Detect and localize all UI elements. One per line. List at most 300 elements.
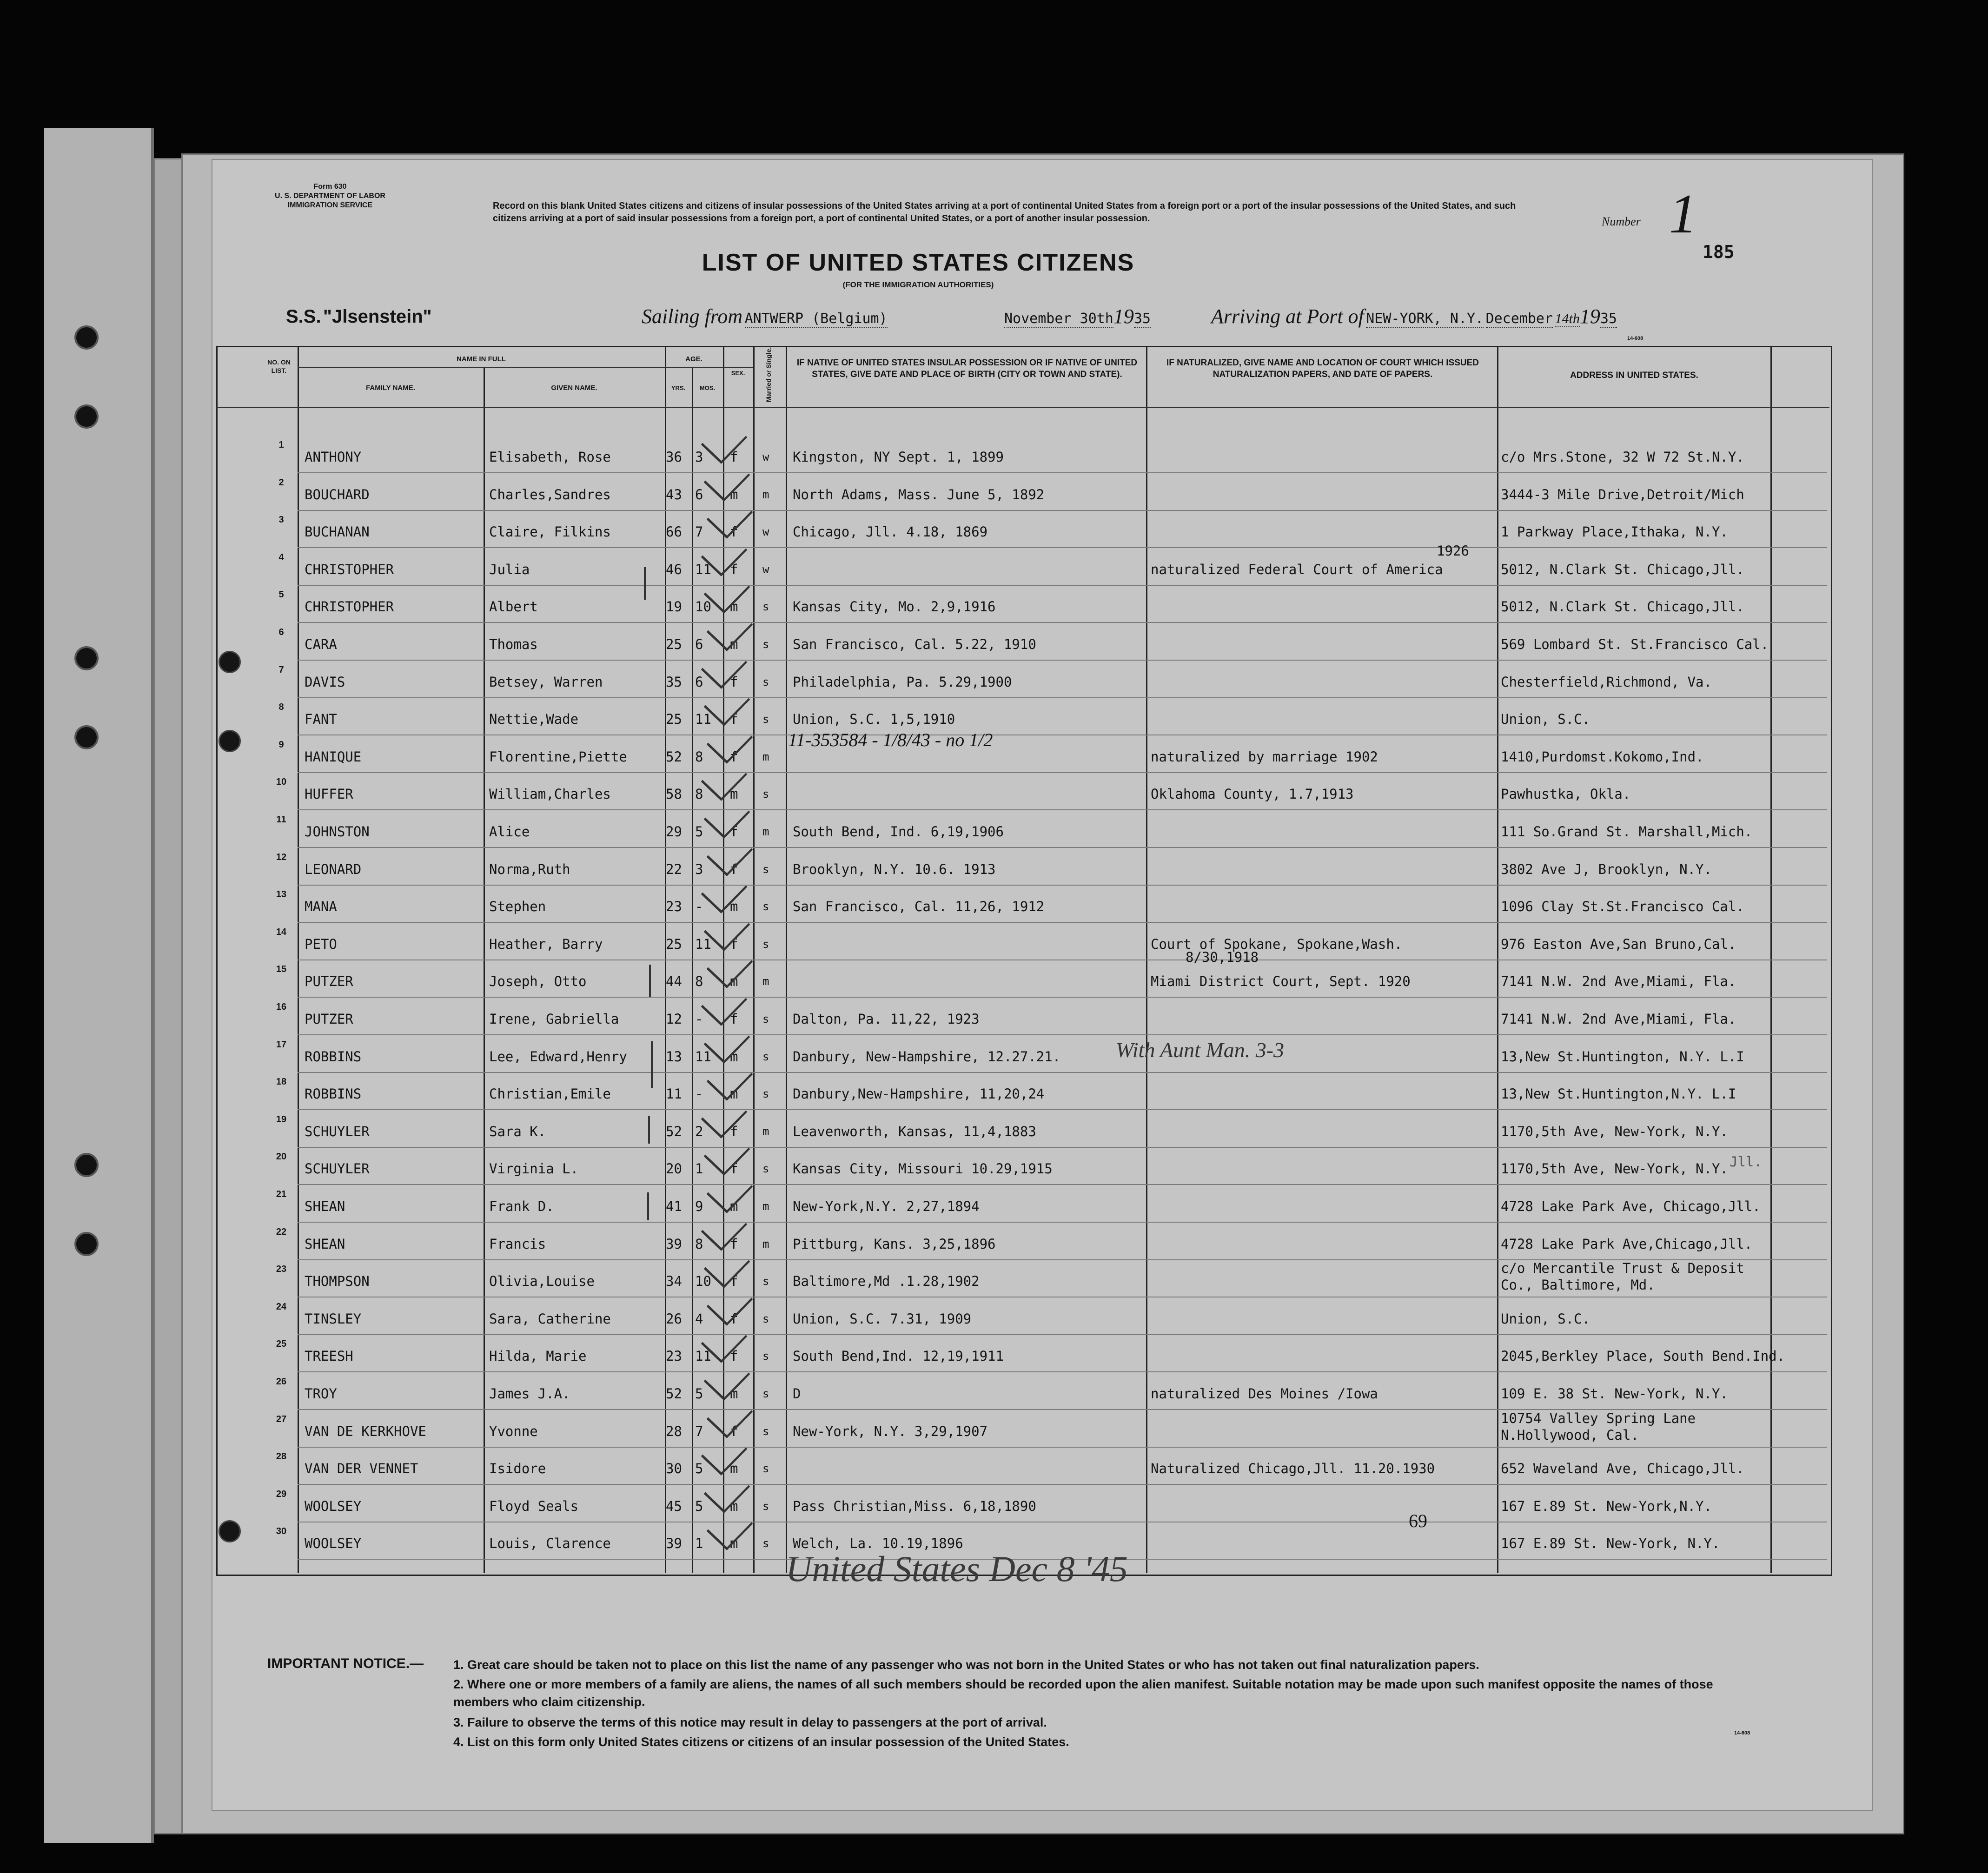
row-divider (298, 547, 1827, 548)
family-name: JOHNSTON (305, 824, 370, 840)
address-line-2: N.Hollywood, Cal. (1501, 1427, 1639, 1443)
sex: m (730, 1386, 738, 1402)
column-divider (484, 367, 485, 1573)
row-divider (298, 809, 1827, 810)
family-name: BOUCHARD (305, 487, 370, 503)
age-months: 6 (695, 636, 703, 652)
age-years: 35 (666, 674, 682, 690)
given-name: Irene, Gabriella (489, 1011, 619, 1027)
sex: f (730, 1273, 738, 1289)
handwritten-escort-note: With Aunt Man. 3-3 (1116, 1038, 1285, 1062)
given-name: Lee, Edward,Henry (489, 1049, 627, 1065)
notice-heading: IMPORTANT NOTICE.— (267, 1656, 424, 1671)
age-months: 7 (695, 1423, 703, 1439)
row-divider (298, 660, 1827, 661)
sex: m (730, 599, 738, 615)
naturalization-info: Oklahoma County, 1.7,1913 (1151, 786, 1354, 802)
age-years: 45 (666, 1498, 682, 1514)
address: 3444-3 Mile Drive,Detroit/Mich (1501, 487, 1744, 503)
given-name: James J.A. (489, 1386, 570, 1402)
given-name: Isidore (489, 1461, 546, 1476)
number-value: 1 (1669, 183, 1697, 245)
birth-place-date: Leavenworth, Kansas, 11,4,1883 (793, 1124, 1036, 1139)
marital-status: s (762, 863, 769, 876)
age-months: - (695, 1011, 703, 1027)
marital-status: s (762, 1425, 769, 1438)
row-number: 27 (276, 1414, 287, 1424)
marital-status: m (762, 488, 769, 501)
address-line-2: Co., Baltimore, Md. (1501, 1277, 1655, 1293)
age-months: 3 (695, 449, 703, 465)
address: 1096 Clay St.St.Francisco Cal. (1501, 899, 1744, 914)
header-sex: SEX. (731, 370, 745, 377)
age-months: 8 (695, 1236, 703, 1252)
family-name: CHRISTOPHER (305, 599, 394, 615)
given-name: Betsey, Warren (489, 674, 603, 690)
birth-place-date: Kingston, NY Sept. 1, 1899 (793, 449, 1004, 465)
age-months: 9 (695, 1198, 703, 1214)
sailing-port: ANTWERP (Belgium) (744, 311, 888, 327)
age-years: 39 (666, 1236, 682, 1252)
address: 5012, N.Clark St. Chicago,Jll. (1501, 599, 1744, 615)
birth-place-date: Brooklyn, N.Y. 10.6. 1913 (793, 861, 996, 877)
row-number: 15 (276, 964, 287, 974)
header-family-name: FAMILY NAME. (366, 384, 415, 392)
age-months: 10 (695, 1273, 711, 1289)
marital-status: s (762, 938, 769, 951)
age-years: 23 (666, 899, 682, 914)
family-name: CARA (305, 636, 337, 652)
row-number: 14 (276, 927, 287, 937)
age-months: 11 (695, 711, 711, 727)
row-number: 18 (276, 1077, 287, 1087)
marital-status: s (762, 1537, 769, 1550)
sex: m (730, 636, 738, 652)
age-years: 20 (666, 1161, 682, 1177)
marital-status: w (762, 525, 769, 538)
age-years: 25 (666, 711, 682, 727)
sex: m (730, 1049, 738, 1065)
header-yrs: YRS. (671, 384, 686, 391)
address: 569 Lombard St. St.Francisco Cal. (1501, 636, 1769, 652)
row-number: 29 (276, 1489, 287, 1499)
age-months: 8 (695, 786, 703, 802)
form-code-bottom: 14-608 (1734, 1730, 1750, 1736)
marital-status: s (762, 1312, 769, 1325)
address: c/o Mercantile Trust & Deposit (1501, 1260, 1744, 1276)
family-name: DAVIS (305, 674, 345, 690)
given-name: Alice (489, 824, 530, 840)
marital-status: s (762, 1387, 769, 1400)
form-identifier (242, 182, 418, 210)
row-number: 28 (276, 1451, 287, 1462)
birth-place-date: New-York,N.Y. 2,27,1894 (793, 1198, 980, 1214)
age-months: 11 (695, 562, 711, 577)
sex: f (730, 1011, 738, 1027)
given-name: Frank D. (489, 1198, 554, 1214)
margin-tick (647, 1192, 649, 1220)
birth-place-date: D (793, 1386, 801, 1402)
age-months: 6 (695, 674, 703, 690)
age-months: 4 (695, 1311, 703, 1327)
binder-hole (74, 1153, 99, 1177)
age-years: 66 (666, 524, 682, 540)
given-name: Louis, Clarence (489, 1535, 611, 1551)
row-divider (298, 622, 1827, 623)
marital-status: m (762, 750, 769, 763)
age-years: 19 (666, 599, 682, 615)
marital-status: s (762, 1462, 769, 1475)
family-name: ROBBINS (305, 1049, 362, 1065)
age-years: 58 (666, 786, 682, 802)
marital-status: s (762, 788, 769, 801)
header-bottom-rule (216, 407, 1829, 408)
sailing-year-prefix: 19 (1113, 305, 1134, 328)
marital-status: s (762, 675, 769, 688)
notice-item: 3. Failure to observe the terms of this notice may result in delay to passengers at the port of arrival. (453, 1715, 1047, 1729)
margin-tick (648, 1116, 650, 1144)
row-number: 2 (278, 477, 284, 488)
marital-status: s (762, 600, 769, 613)
age-months: 3 (695, 861, 703, 877)
birth-place-date: South Bend, Ind. 6,19,1906 (793, 824, 1004, 840)
age-years: 34 (666, 1273, 682, 1289)
family-name: WOOLSEY (305, 1535, 362, 1551)
marital-status: w (762, 450, 769, 463)
birth-place-date: Kansas City, Mo. 2,9,1916 (793, 599, 996, 615)
address: 111 So.Grand St. Marshall,Mich. (1501, 824, 1753, 840)
row-divider (298, 997, 1827, 998)
age-years: 30 (666, 1461, 682, 1476)
age-months: - (695, 1086, 703, 1102)
given-name: Stephen (489, 899, 546, 914)
marital-status: m (762, 1200, 769, 1213)
sex: m (730, 487, 738, 503)
row-number: 11 (276, 814, 286, 825)
given-name: Albert (489, 599, 538, 615)
page-number: 185 (1703, 242, 1735, 262)
form-preamble: Record on this blank United States citizens and citizens of insular possessions of the United States arriving at a port of continental United States from a foreign port or a port of the insular possessions of the United States, and such citizens arriving at a port of said insular possessions from a foreign port, a port of continental United States, or a port of another insular possession. (493, 201, 1516, 224)
family-name: MANA (305, 899, 337, 914)
given-name: Julia (489, 562, 530, 577)
naturalization-info: naturalized Federal Court of America (1151, 562, 1443, 577)
age-years: 29 (666, 824, 682, 840)
age-months: 2 (695, 1124, 703, 1139)
address: 1410,Purdomst.Kokomo,Ind. (1501, 749, 1704, 765)
address: 3802 Ave J, Brooklyn, N.Y. (1501, 861, 1712, 877)
header-no-on-list: NO. ON LIST. (267, 358, 291, 374)
birth-place-date: North Adams, Mass. June 5, 1892 (793, 487, 1045, 503)
given-name: Florentine,Piette (489, 749, 627, 765)
age-months: - (695, 899, 703, 914)
notice-item: 1. Great care should be taken not to place on this list the name of any passenger who was not born in the United States or who has not taken out final naturalization papers. (453, 1658, 1479, 1672)
family-name: TROY (305, 1386, 337, 1402)
row-divider (298, 472, 1827, 473)
age-years: 28 (666, 1423, 682, 1439)
family-name: SCHUYLER (305, 1161, 370, 1177)
row-divider (298, 885, 1827, 886)
arriving-day: 14th (1555, 311, 1580, 326)
age-years: 26 (666, 1311, 682, 1327)
sex: f (730, 824, 738, 840)
age-years: 25 (666, 636, 682, 652)
marital-status: m (762, 825, 769, 838)
sex: m (730, 1535, 738, 1551)
birth-place-date: Chicago, Jll. 4.18, 1869 (793, 524, 988, 540)
header-name-in-full: NAME IN FULL (457, 355, 506, 363)
address: 976 Easton Ave,San Bruno,Cal. (1501, 936, 1736, 952)
address: 109 E. 38 St. New-York, N.Y. (1501, 1386, 1728, 1402)
age-months: 10 (695, 599, 711, 615)
address: 7141 N.W. 2nd Ave,Miami, Fla. (1501, 1011, 1736, 1027)
marital-status: m (762, 975, 769, 988)
row-divider (298, 1447, 1827, 1448)
row-number: 13 (276, 889, 287, 900)
row-divider (298, 1371, 1827, 1372)
given-name: Hilda, Marie (489, 1348, 587, 1364)
address: 1 Parkway Place,Ithaka, N.Y. (1501, 524, 1728, 540)
row-divider (298, 1147, 1827, 1148)
sex: f (730, 1236, 738, 1252)
age-years: 11 (666, 1086, 682, 1102)
sex: f (730, 861, 738, 877)
address: 10754 Valley Spring Lane (1501, 1410, 1696, 1426)
page-title: LIST OF UNITED STATES CITIZENS (702, 249, 1135, 276)
header-birth: IF NATIVE OF UNITED STATES INSULAR POSSESSION OR IF NATIVE OF UNITED STATES, GIVE DATE AND PLACE OF BIRTH (CITY OR TOWN AND STATE). (796, 358, 1138, 379)
marital-status: s (762, 900, 769, 913)
row-number: 24 (276, 1302, 287, 1312)
row-number: 20 (276, 1152, 287, 1162)
row-divider (298, 922, 1827, 923)
row-divider (298, 1034, 1827, 1035)
sex: m (730, 786, 738, 802)
sailing-year: 35 (1133, 311, 1151, 327)
address: 4728 Lake Park Ave, Chicago,Jll. (1501, 1198, 1761, 1214)
sex: f (730, 711, 738, 727)
binder-hole (74, 325, 99, 350)
age-years: 52 (666, 749, 682, 765)
marital-status: s (762, 1275, 769, 1288)
row-number: 6 (278, 627, 284, 637)
age-years: 52 (666, 1124, 682, 1139)
sex: f (730, 449, 738, 465)
sex: m (730, 1461, 738, 1476)
naturalization-info: Miami District Court, Sept. 1920 (1151, 973, 1411, 989)
age-years: 52 (666, 1386, 682, 1402)
birth-place-date: Dalton, Pa. 11,22, 1923 (793, 1011, 980, 1027)
row-divider (298, 1072, 1827, 1073)
row-divider (298, 1334, 1827, 1335)
sex: f (730, 562, 738, 577)
birth-place-date: Welch, La. 10.19,1896 (793, 1535, 963, 1551)
form-code-top: 14-608 (1627, 336, 1643, 341)
address: 167 E.89 St. New-York, N.Y. (1501, 1535, 1720, 1551)
age-months: 6 (695, 487, 703, 503)
given-name: Francis (489, 1236, 546, 1252)
address: Union, S.C. (1501, 711, 1590, 727)
age-months: 5 (695, 824, 703, 840)
arriving-year: 35 (1600, 311, 1617, 327)
given-name: Norma,Ruth (489, 861, 570, 877)
sex: m (730, 1086, 738, 1102)
address: Pawhustka, Okla. (1501, 786, 1631, 802)
row-number: 19 (276, 1114, 287, 1125)
age-months: 11 (695, 1348, 711, 1364)
birth-place-date: Union, S.C. 1,5,1910 (793, 711, 955, 727)
marital-status: s (762, 713, 769, 726)
given-name: Yvonne (489, 1423, 538, 1439)
age-years: 23 (666, 1348, 682, 1364)
service-name: IMMIGRATION SERVICE (287, 201, 373, 209)
family-name: SCHUYLER (305, 1124, 370, 1139)
sailing-field (642, 306, 888, 327)
age-years: 41 (666, 1198, 682, 1214)
overstruck-text: Jll. (1730, 1154, 1762, 1170)
family-name: ROBBINS (305, 1086, 362, 1102)
age-years: 25 (666, 936, 682, 952)
margin-tick (649, 965, 651, 997)
age-months: 5 (695, 1386, 703, 1402)
given-name: Thomas (489, 636, 538, 652)
family-name: PUTZER (305, 1011, 353, 1027)
given-name: Elisabeth, Rose (489, 449, 611, 465)
marital-status: s (762, 1500, 769, 1513)
family-name: PETO (305, 936, 337, 952)
row-number: 4 (278, 552, 284, 563)
given-name: Charles,Sandres (489, 487, 611, 503)
header-address: ADDRESS IN UNITED STATES. (1570, 371, 1698, 380)
age-months: 8 (695, 749, 703, 765)
row-number: 5 (278, 589, 284, 600)
given-name: Sara, Catherine (489, 1311, 611, 1327)
family-name: TINSLEY (305, 1311, 362, 1327)
header-given-name: GIVEN NAME. (551, 384, 597, 392)
row-number: 1 (278, 440, 284, 450)
row-number: 12 (276, 852, 287, 862)
family-name: LEONARD (305, 861, 362, 877)
sex: f (730, 1124, 738, 1139)
form-number: Form 630 (313, 183, 347, 191)
address: 2045,Berkley Place, South Bend.Ind. (1501, 1348, 1785, 1364)
family-name: TREESH (305, 1348, 353, 1364)
ship-name: "Jlsenstein" (323, 306, 432, 327)
birth-place-date: San Francisco, Cal. 5.22, 1910 (793, 636, 1036, 652)
birth-place-date: Kansas City, Missouri 10.29,1915 (793, 1161, 1053, 1177)
family-name: THOMPSON (305, 1273, 370, 1289)
age-months: 5 (695, 1461, 703, 1476)
row-number: 17 (276, 1039, 287, 1050)
row-divider (298, 697, 1827, 698)
age-years: 36 (666, 449, 682, 465)
given-name: William,Charles (489, 786, 611, 802)
naturalization-info: naturalized by marriage 1902 (1151, 749, 1378, 765)
binder-hole (74, 404, 99, 429)
address: 1170,5th Ave, New-York, N.Y. (1501, 1124, 1728, 1139)
binder-hole (74, 725, 99, 749)
margin-tick (651, 1041, 653, 1088)
birth-place-date: Danbury, New-Hampshire, 12.27.21. (793, 1049, 1061, 1065)
header-mos: MOS. (699, 384, 716, 391)
notice-item: 2. Where one or more members of a family are aliens, the names of all such members should be recorded upon the alien manifest. Suitable notation may be made upon such manifest opposite the names of those members who claim citizenship. (453, 1677, 1713, 1709)
arriving-field (1211, 306, 1617, 327)
sailing-label: Sailing from (642, 305, 743, 328)
naturalization-date: 8/30,1918 (1186, 949, 1259, 965)
row-number: 23 (276, 1264, 287, 1274)
naturalization-year: 1926 (1437, 543, 1469, 559)
row-number: 25 (276, 1339, 287, 1349)
family-name: SHEAN (305, 1198, 345, 1214)
naturalization-info: Court of Spokane, Spokane,Wash. (1151, 936, 1403, 952)
age-months: 8 (695, 973, 703, 989)
family-name: WOOLSEY (305, 1498, 362, 1514)
age-years: 12 (666, 1011, 682, 1027)
given-name: Christian,Emile (489, 1086, 611, 1102)
age-years: 46 (666, 562, 682, 577)
department-name: U. S. DEPARTMENT OF LABOR (275, 192, 385, 200)
number-label: Number (1602, 215, 1641, 228)
marital-status: s (762, 1350, 769, 1363)
sex: f (730, 1348, 738, 1364)
sailing-date: November 30th (1004, 311, 1113, 327)
family-name: BUCHANAN (305, 524, 370, 540)
header-married-or-single: Married or Single. (765, 347, 772, 402)
arriving-month: December (1485, 311, 1553, 327)
address: 4728 Lake Park Ave,Chicago,Jll. (1501, 1236, 1753, 1252)
marital-status: s (762, 1013, 769, 1026)
birth-place-date: San Francisco, Cal. 11,26, 1912 (793, 899, 1045, 914)
age-years: 39 (666, 1535, 682, 1551)
address: 1170,5th Ave, New-York, N.Y. (1501, 1161, 1728, 1177)
age-months: 7 (695, 524, 703, 540)
row-divider (298, 1409, 1827, 1410)
sex: f (730, 749, 738, 765)
sex: f (730, 1423, 738, 1439)
age-years: 44 (666, 973, 682, 989)
age-years: 43 (666, 487, 682, 503)
birth-place-date: Danbury,New-Hampshire, 11,20,24 (793, 1086, 1045, 1102)
given-name: Heather, Barry (489, 936, 603, 952)
notice-item: 4. List on this form only United States citizens or citizens of an insular possession of the United States. (453, 1735, 1069, 1749)
row-number: 9 (278, 740, 284, 750)
family-name: VAN DER VENNET (305, 1461, 418, 1476)
header-naturalized: IF NATURALIZED, GIVE NAME AND LOCATION OF COURT WHICH ISSUED NATURALIZATION PAPERS, AND DATE OF PAPERS. (1166, 358, 1479, 379)
family-name: HANIQUE (305, 749, 362, 765)
arriving-port: NEW-YORK, N.Y. (1366, 311, 1484, 327)
family-name: HUFFER (305, 786, 353, 802)
address: 167 E.89 St. New-York,N.Y. (1501, 1498, 1712, 1514)
given-name: Sara K. (489, 1124, 546, 1139)
birth-place-date: Pittburg, Kans. 3,25,1896 (793, 1236, 996, 1252)
birth-place-date: South Bend,Ind. 12,19,1911 (793, 1348, 1004, 1364)
naturalization-info: Naturalized Chicago,Jll. 11.20.1930 (1151, 1461, 1435, 1476)
age-months: 5 (695, 1498, 703, 1514)
given-name: Floyd Seals (489, 1498, 579, 1514)
address: 13,New St.Huntington, N.Y. L.I (1501, 1049, 1744, 1065)
sex: m (730, 899, 738, 914)
marital-status: s (762, 638, 769, 651)
sex: f (730, 1161, 738, 1177)
age-months: 1 (695, 1535, 703, 1551)
sex: m (730, 973, 738, 989)
ship-prefix: S.S. (286, 306, 321, 327)
age-years: 13 (666, 1049, 682, 1065)
row-number: 3 (278, 515, 284, 525)
address: Union, S.C. (1501, 1311, 1590, 1327)
row-number: 10 (276, 777, 287, 787)
address: 652 Waveland Ave, Chicago,Jll. (1501, 1461, 1744, 1476)
row-number: 22 (276, 1227, 287, 1237)
sailing-date-field (1004, 306, 1151, 327)
